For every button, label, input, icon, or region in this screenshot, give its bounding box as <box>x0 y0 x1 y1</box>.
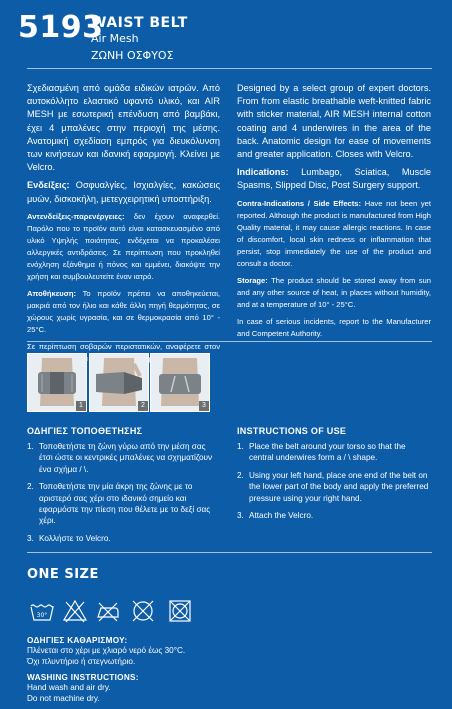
image-number: 3 <box>199 401 209 411</box>
step-text: Κολλήστε το Velcro. <box>39 533 111 543</box>
greek-serious-incidents: Σε περίπτωση σοβαρών περιστατικών, αναφέρετε στον <box>27 341 220 351</box>
no-iron-icon <box>95 598 121 624</box>
care-english <box>27 673 327 704</box>
image-number: 2 <box>138 401 148 411</box>
instructions-greek-title: ΟΔΗΓΙΕΣ ΤΟΠΟΘΕΤΗΣΗΣ <box>27 426 143 436</box>
care-english-line-1: Hand wash and air dry. <box>27 683 111 693</box>
greek-storage-text: Το προϊόν πρέπει να αποθηκεύεται, μακριά από τον ήλιο και κάθε άλλη πηγή θερμότητας, σε χώρους χωρίς υγρασία, και σε θερμοκρασία από 10° - 25°C. <box>27 288 220 334</box>
greek-description-column <box>27 82 220 370</box>
greek-storage-label: Αποθήκευση: <box>27 288 77 298</box>
wash-temperature-label: 30° <box>36 612 48 619</box>
list-item <box>237 510 432 521</box>
list-item <box>27 481 217 527</box>
no-bleach-icon <box>62 598 88 624</box>
greek-indications-text: Οσφυαλγίες, Ισχιαλγίες, κακώσεις μυών, δισκοκήλη, μετεγχειρητική υποστήριξη. <box>27 180 221 204</box>
english-contra-label: Contra-Indications / Side Effects: <box>237 198 362 208</box>
care-english-title: WASHING INSTRUCTIONS: <box>27 673 139 682</box>
english-indications-text: Lumbago, Sciatica, Muscle Spasms, Slipped Disc, Post Surgery support. <box>237 167 432 191</box>
greek-indications-label: Ενδείξεις: <box>27 180 70 191</box>
list-item <box>27 441 217 475</box>
product-name: WAIST BELT <box>91 15 188 31</box>
care-greek <box>27 636 327 667</box>
step-text: Using your left hand, place one end of the belt on the lower part of the body and apply the preferred pressure using your right hand. <box>249 470 429 503</box>
no-tumble-dry-icon <box>167 598 193 624</box>
greek-description: Σχεδιασμένη από ομάδα ειδικών ιατρών. Από αυτοκόλλητο ελαστικό υφαντό υλικό, και AIR MESH με εσωτερική επένδυση από βαμβάκι, έχει 4 μπαλένες στην περιοχή της μέσης. Ανατομική σχεδίαση εμπρός για διευκόλυνση των κινήσεων και ιδανική εφαρμογή. Κλείνει με Velcro. <box>27 83 220 173</box>
instruction-image-1 <box>27 353 87 412</box>
step-number: 2. <box>27 482 34 492</box>
greek-contraindications <box>27 211 220 283</box>
greek-storage <box>27 288 220 336</box>
english-serious-incidents: In case of serious incidents, report to the Manufacturer and Competent Authority. <box>237 316 431 338</box>
step-number: 1. <box>27 442 34 451</box>
english-indications-label: Indications: <box>237 167 289 178</box>
english-storage-label: Storage: <box>237 275 268 285</box>
product-name-greek: ΖΩΝΗ ΟΣΦΥΟΣ <box>91 49 174 62</box>
wash-30-icon <box>29 598 55 624</box>
size-label: ONE SIZE <box>27 567 99 582</box>
greek-contra-text: δεν έχουν αναφερθεί. Παρόλο που το προϊόν αυτό είναι κατασκευασμένο από υλικό Υψηλής ποιότητας, ενδέχεται να προκαλέσει αλλεργικές αντιδράσεις. Σε περίπτωση που προκληθεί ενόχληση εξάνθημα ή πόνος και εμμένει, διακόψτε την χρήση και συμβουλευτείτε έναν ιατρό. <box>27 211 220 281</box>
no-dry-clean-icon <box>130 598 156 624</box>
image-number: 1 <box>76 401 86 411</box>
instructions-english-list <box>237 441 432 527</box>
list-item <box>237 441 432 464</box>
list-item <box>27 533 217 544</box>
english-description: Designed by a select group of expert doctors. From from elastic breathable weft-knitted fabric with sticker material, AIR MESH internal cotton coating and 4 underwires in the area of the back. Anatomic design for ease of movements and greater application. Closes with Velcro. <box>237 83 431 160</box>
care-greek-line-2: Όχι πλυντήριο ή στεγνωτήριο. <box>27 656 136 666</box>
list-item <box>237 470 432 504</box>
care-greek-title: ΟΔΗΓΙΕΣ ΚΑΘΑΡΙΣΜΟΥ: <box>27 636 128 645</box>
step-number: 1. <box>237 442 244 451</box>
product-code: 5193 <box>18 10 104 45</box>
english-storage-text: The product should be stored away from sun and any other source of heat, in places without humidity, and at a temperature of 10° - 25°C. <box>237 275 431 309</box>
care-greek-line-1: Πλένεται στο χέρι με χλιαρό νερό έως 30°C. <box>27 646 186 656</box>
divider <box>27 552 432 553</box>
step-text: Τοποθετήστε την μία άκρη της ζώνης με το αριστερό σας χέρι στο ιδανικό σημείο και εφαρμόστε την πίεση που θέλετε με το δεξί σας χέρι. <box>39 482 211 526</box>
english-contra-text: Have not been yet reported. Although the product is manufactured from High Quality material, it may cause allergic reactions. In case of discomfort, local skin redness or inflammation that persist, stop immediately the use of the product and consult a doctor. <box>237 198 431 268</box>
step-number: 2. <box>237 470 244 480</box>
instruction-image-2 <box>89 353 149 412</box>
instruction-image-3 <box>150 353 210 412</box>
step-number: 3. <box>27 533 34 543</box>
english-indications <box>237 166 431 192</box>
step-text: Τοποθετήστε τη ζώνη γύρω από την μέση σας έτσι ώστε οι κεντρικές μπαλένες να σχηματίζουν ένα σχήμα / \. <box>39 442 213 474</box>
greek-contra-label: Αντενδείξεις-παρενέργειες: <box>27 211 125 221</box>
english-contraindications <box>237 198 431 270</box>
step-text: Attach the Velcro. <box>249 511 314 521</box>
divider <box>27 341 432 342</box>
english-description-column <box>237 82 431 345</box>
instructions-greek-list <box>27 441 217 550</box>
step-text: Place the belt around your torso so that the central underwires form a / \ shape. <box>249 442 406 463</box>
product-subtitle: Air Mesh <box>91 32 139 45</box>
divider <box>27 68 432 69</box>
english-storage <box>237 275 431 311</box>
greek-indications <box>27 179 220 205</box>
step-number: 3. <box>237 511 244 521</box>
care-english-line-2: Do not machine dry. <box>27 693 100 703</box>
instructions-english-title: INSTRUCTIONS OF USE <box>237 426 347 436</box>
